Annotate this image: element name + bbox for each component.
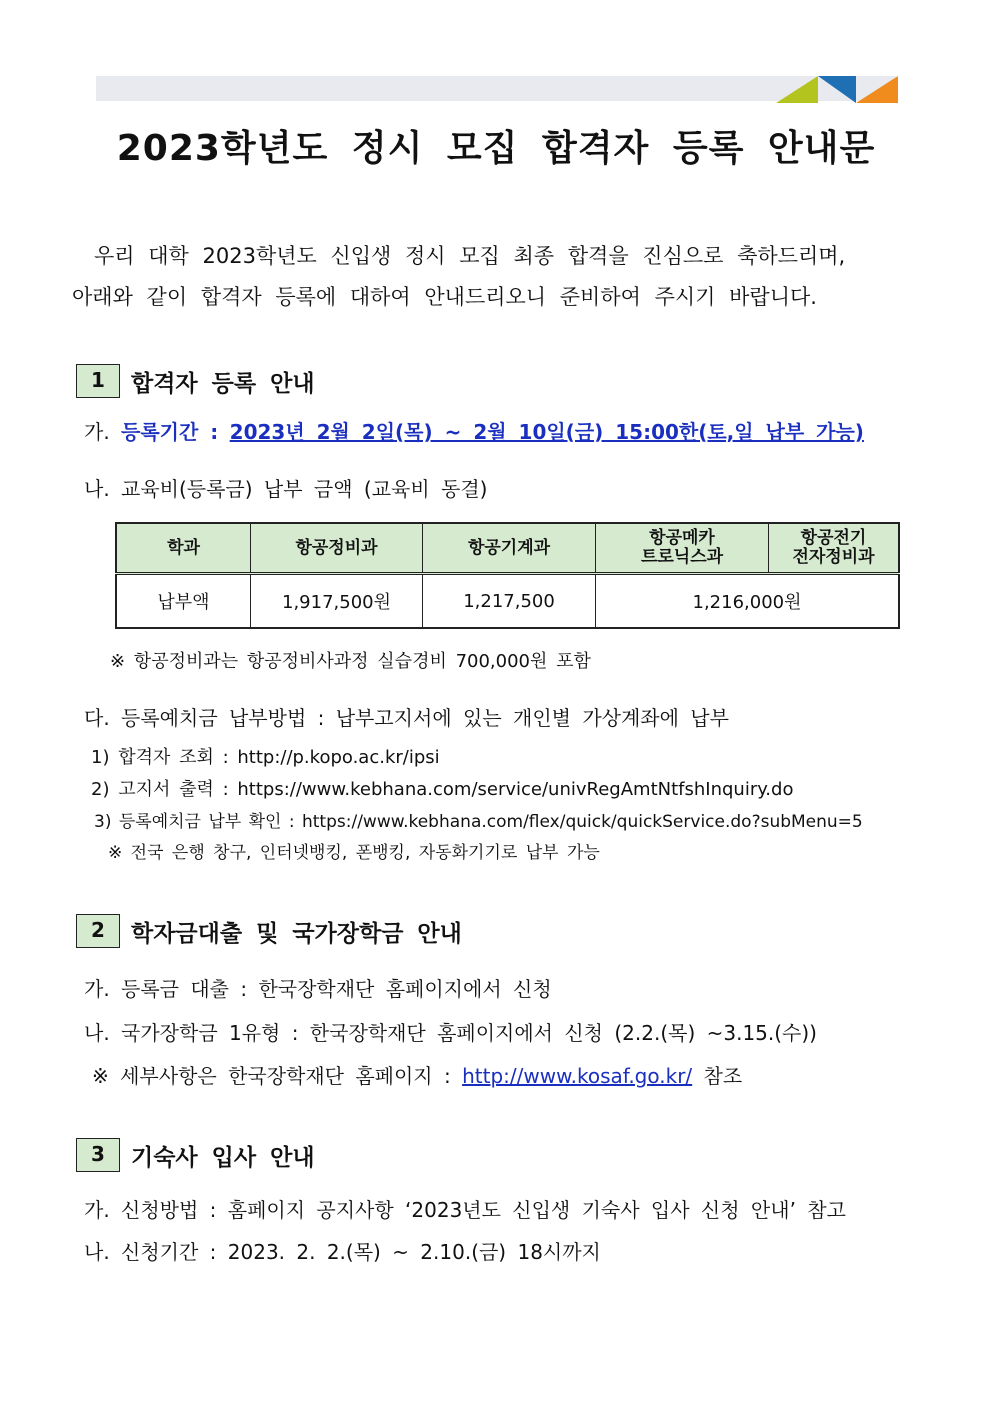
section-2-number: 2 (76, 914, 120, 948)
header-aircraft-mech: 항공기계과 (467, 537, 551, 558)
header-aircraft-maint: 항공정비과 (295, 537, 378, 558)
scholarship-note-prefix: ※ 세부사항은 한국장학재단 홈페이지 : (92, 1064, 451, 1088)
table-header-cell (116, 523, 251, 574)
section-2-title: 학자금대출 및 국가장학금 안내 (131, 921, 462, 947)
fee-aircraft-mech: 1,217,500 (423, 574, 596, 629)
table-header-cell (769, 523, 900, 574)
section-1-number: 1 (76, 364, 120, 398)
section-1-title: 합격자 등록 안내 (131, 371, 315, 397)
intro-line-1: 우리 대학 2023학년도 신입생 정시 모집 최종 합격을 진심으로 축하드리며, (94, 244, 846, 268)
registration-period-value: 2023년 2월 2일(목) ~ 2월 10일(금) 15:00한(토,일 납부 가능) (229, 420, 864, 444)
row-label: 납부액 (116, 574, 251, 629)
tuition-heading: 나. 교육비(등록금) 납부 금액 (교육비 동결) (84, 477, 488, 501)
section-3-number: 3 (76, 1138, 120, 1172)
section-3-title: 기숙사 입사 안내 (131, 1145, 315, 1171)
registration-period (84, 416, 864, 445)
tuition-table (115, 522, 900, 629)
document-title: 2023학년도 정시 모집 합격자 등록 안내문 (116, 128, 876, 169)
header-avionics: 항공전기 전자정비과 (792, 528, 875, 567)
sub-item-3: 3) 등록예치금 납부 확인 : https://www.kebhana.com/flex/quick/quickService.do?subMenu=5 (94, 812, 863, 832)
registration-period-label: 등록기간 : (121, 420, 219, 444)
scholarship-note (92, 1060, 742, 1089)
payment-method: 다. 등록예치금 납부방법 : 납부고지서에 있는 개인별 가상계좌에 납부 (84, 706, 729, 730)
table-row (116, 574, 899, 629)
dorm-apply-method: 가. 신청방법 : 홈페이지 공지사항 ‘2023년도 신입생 기숙사 입사 신청 안내’ 참고 (84, 1198, 846, 1222)
table-header-cell (596, 523, 769, 574)
sub-item-2: 2) 고지서 출력 : https://www.kebhana.com/service/univRegAmtNtfshInquiry.do (91, 779, 794, 800)
table-header-cell (251, 523, 423, 574)
payment-note: ※ 전국 은행 창구, 인터넷뱅킹, 폰뱅킹, 자동화기기로 납부 가능 (108, 843, 600, 863)
kosaf-link[interactable]: http://www.kosaf.go.kr/ (462, 1064, 693, 1088)
scholarship-item: 나. 국가장학금 1유형 : 한국장학재단 홈페이지에서 신청 (2.2.(목) ~3.15.(수)) (84, 1021, 817, 1045)
scholarship-note-suffix: 참조 (703, 1064, 743, 1088)
header-dept: 학과 (167, 537, 200, 558)
item-prefix: 가. (84, 420, 110, 444)
loan-item: 가. 등록금 대출 : 한국장학재단 홈페이지에서 신청 (84, 977, 552, 1001)
fee-aircraft-maint: 1,917,500원 (251, 574, 423, 629)
fee-note: ※ 항공정비과는 항공정비사과정 실습경비 700,000원 포함 (110, 651, 591, 672)
table-header-cell (423, 523, 596, 574)
table-header-row (116, 523, 899, 574)
dorm-apply-period: 나. 신청기간 : 2023. 2. 2.(목) ~ 2.10.(금) 18시까지 (84, 1240, 601, 1264)
header-mechatronics: 항공메카 트로닉스과 (640, 528, 724, 567)
fee-mechatronics-avionics: 1,216,000원 (596, 574, 900, 629)
brand-logo (776, 76, 898, 103)
sub-item-1: 1) 합격자 조회 : http://p.kopo.ac.kr/ipsi (91, 747, 440, 768)
intro-line-2: 아래와 같이 합격자 등록에 대하여 안내드리오니 준비하여 주시기 바랍니다. (72, 285, 817, 309)
